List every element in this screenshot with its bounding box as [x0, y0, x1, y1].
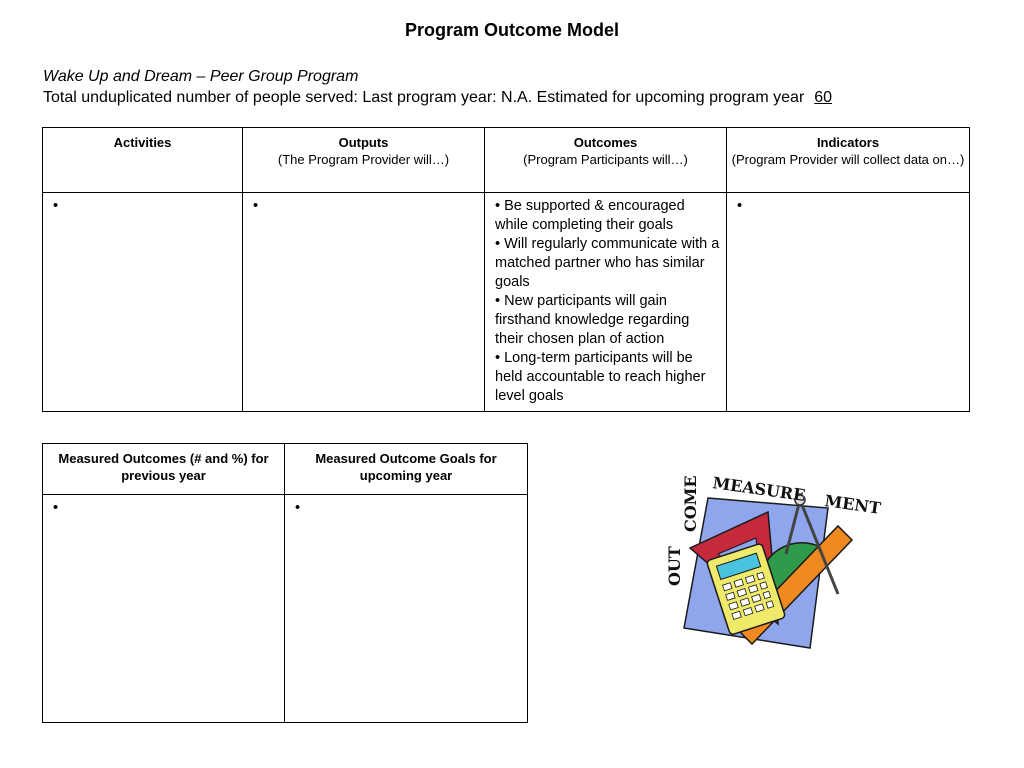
outcome-measurement-clipart: [660, 470, 882, 652]
table-row: [43, 193, 970, 412]
previous-year-cell[interactable]: [43, 495, 285, 723]
header-title: Outputs: [338, 135, 389, 150]
table-header-row: [43, 444, 528, 495]
clipart-word-come: COME: [681, 475, 700, 532]
list-item: • New participants will gain firsthand knowledge regarding their chosen plan of action: [495, 292, 720, 349]
table-row: [43, 495, 528, 723]
empty-bullet: [737, 198, 746, 214]
header-previous-year: Measured Outcomes (# and %) for previous year: [43, 444, 285, 495]
header-outcomes: [485, 128, 727, 193]
people-served-line: [43, 89, 836, 107]
header-activities: [43, 128, 243, 193]
page-title: Program Outcome Model: [404, 20, 620, 40]
list-item: • Be supported & encouraged while completing their goals: [495, 197, 720, 235]
activities-cell[interactable]: [43, 193, 243, 412]
program-name: Wake Up and Dream – Peer Group Program: [43, 68, 359, 85]
clipart-word-ment: MENT: [823, 491, 882, 518]
header-subtitle: (Program Provider will collect data on…): [731, 152, 965, 167]
indicators-cell[interactable]: [727, 193, 970, 412]
table-header-row: [43, 128, 970, 193]
estimated-served-value: 60: [814, 89, 833, 106]
header-subtitle: (Program Participants will…): [523, 152, 688, 167]
header-subtitle: (The Program Provider will…): [277, 152, 450, 167]
empty-bullet: [295, 500, 304, 516]
outcomes-list: [495, 197, 720, 406]
people-served-label: Total unduplicated number of people served: Last program year: N.A. Estimated for upcoming program year: [43, 89, 805, 106]
program-outcome-table: [42, 127, 970, 412]
header-title: Outcomes: [573, 135, 638, 150]
list-item: • Long-term participants will be held accountable to reach higher level goals: [495, 349, 720, 406]
outcomes-cell[interactable]: [485, 193, 727, 412]
header-title: Activities: [113, 135, 172, 150]
clipart-word-out: OUT: [665, 546, 684, 586]
outputs-cell[interactable]: [243, 193, 485, 412]
empty-bullet: [253, 198, 262, 214]
header-outputs: [243, 128, 485, 193]
header-indicators: [727, 128, 970, 193]
upcoming-year-cell[interactable]: [285, 495, 528, 723]
measured-outcomes-table: [42, 443, 528, 723]
clipart-word-measure: MEASURE: [711, 473, 807, 505]
header-title: Indicators: [816, 135, 880, 150]
empty-bullet: [53, 198, 62, 214]
empty-bullet: [53, 500, 62, 516]
list-item: • Will regularly communicate with a matched partner who has similar goals: [495, 235, 720, 292]
header-upcoming-year: Measured Outcome Goals for upcoming year: [285, 444, 528, 495]
